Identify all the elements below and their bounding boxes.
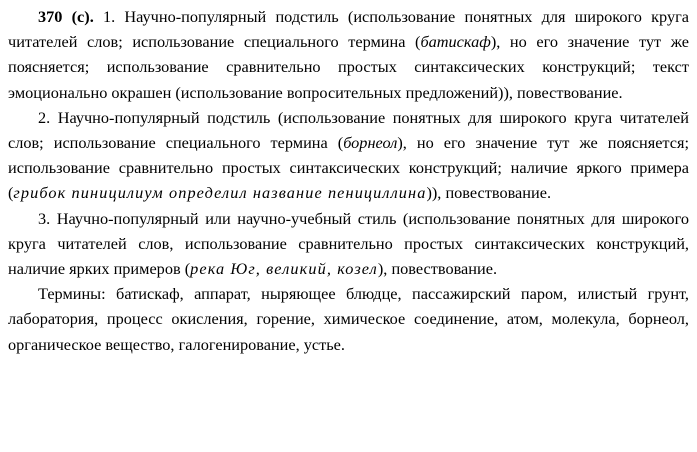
term-borneol: борнеол: [343, 133, 398, 153]
example-penicillin: грибок пиницилиум определил название пенициллина: [13, 183, 427, 203]
answer-paragraph-3: [8, 206, 689, 282]
paragraph-3-run-0: 3. Научно-популярный или научно-учебный стиль (использование понятных для широкого круга читателей слов, использование сравнительно простых синтаксических конструкций, наличие ярких примеров (: [8, 208, 689, 279]
document-body: [8, 4, 689, 357]
paragraph-2-run-4: )), повествование.: [426, 183, 552, 203]
terms-paragraph: [8, 281, 689, 357]
answer-paragraph-2: [8, 105, 689, 206]
answer-paragraph-1: [8, 4, 689, 105]
term-batiskaf: батискаф: [420, 32, 491, 52]
paragraph-1-run-1: 1. Научно-популярный подстиль (использование понятных для широкого круга читателей слов; использование специального термина (: [8, 7, 689, 52]
exercise-number: 370 (c).: [38, 7, 94, 26]
paragraph-2-run-2: ), но его значение тут же поясняется; использование сравнительно простых синтаксических конструкций; наличие яркого примера (: [8, 133, 689, 203]
paragraph-3-run-2: ), повествование.: [377, 259, 498, 279]
example-reka-yug: река Юг, великий, козел: [190, 259, 378, 279]
terms-list: Термины: батискаф, аппарат, ныряющее блюдце, пассажирский паром, илистый грунт, лаборатория, процесс окисления, горение, химическое соединение, атом, молекула, борнеол, органическое вещество, галогенирование, устье.: [8, 284, 689, 354]
paragraph-2-run-0: 2. Научно-популярный подстиль (использование понятных для широкого круга читателей слов; использование специального термина (: [8, 107, 689, 153]
paragraph-1-run-3: ), но его значение тут же поясняется; использование сравнительно простых синтаксических конструкций; текст эмоционально окрашен (использование вопросительных предложений)), повествование.: [8, 32, 689, 102]
